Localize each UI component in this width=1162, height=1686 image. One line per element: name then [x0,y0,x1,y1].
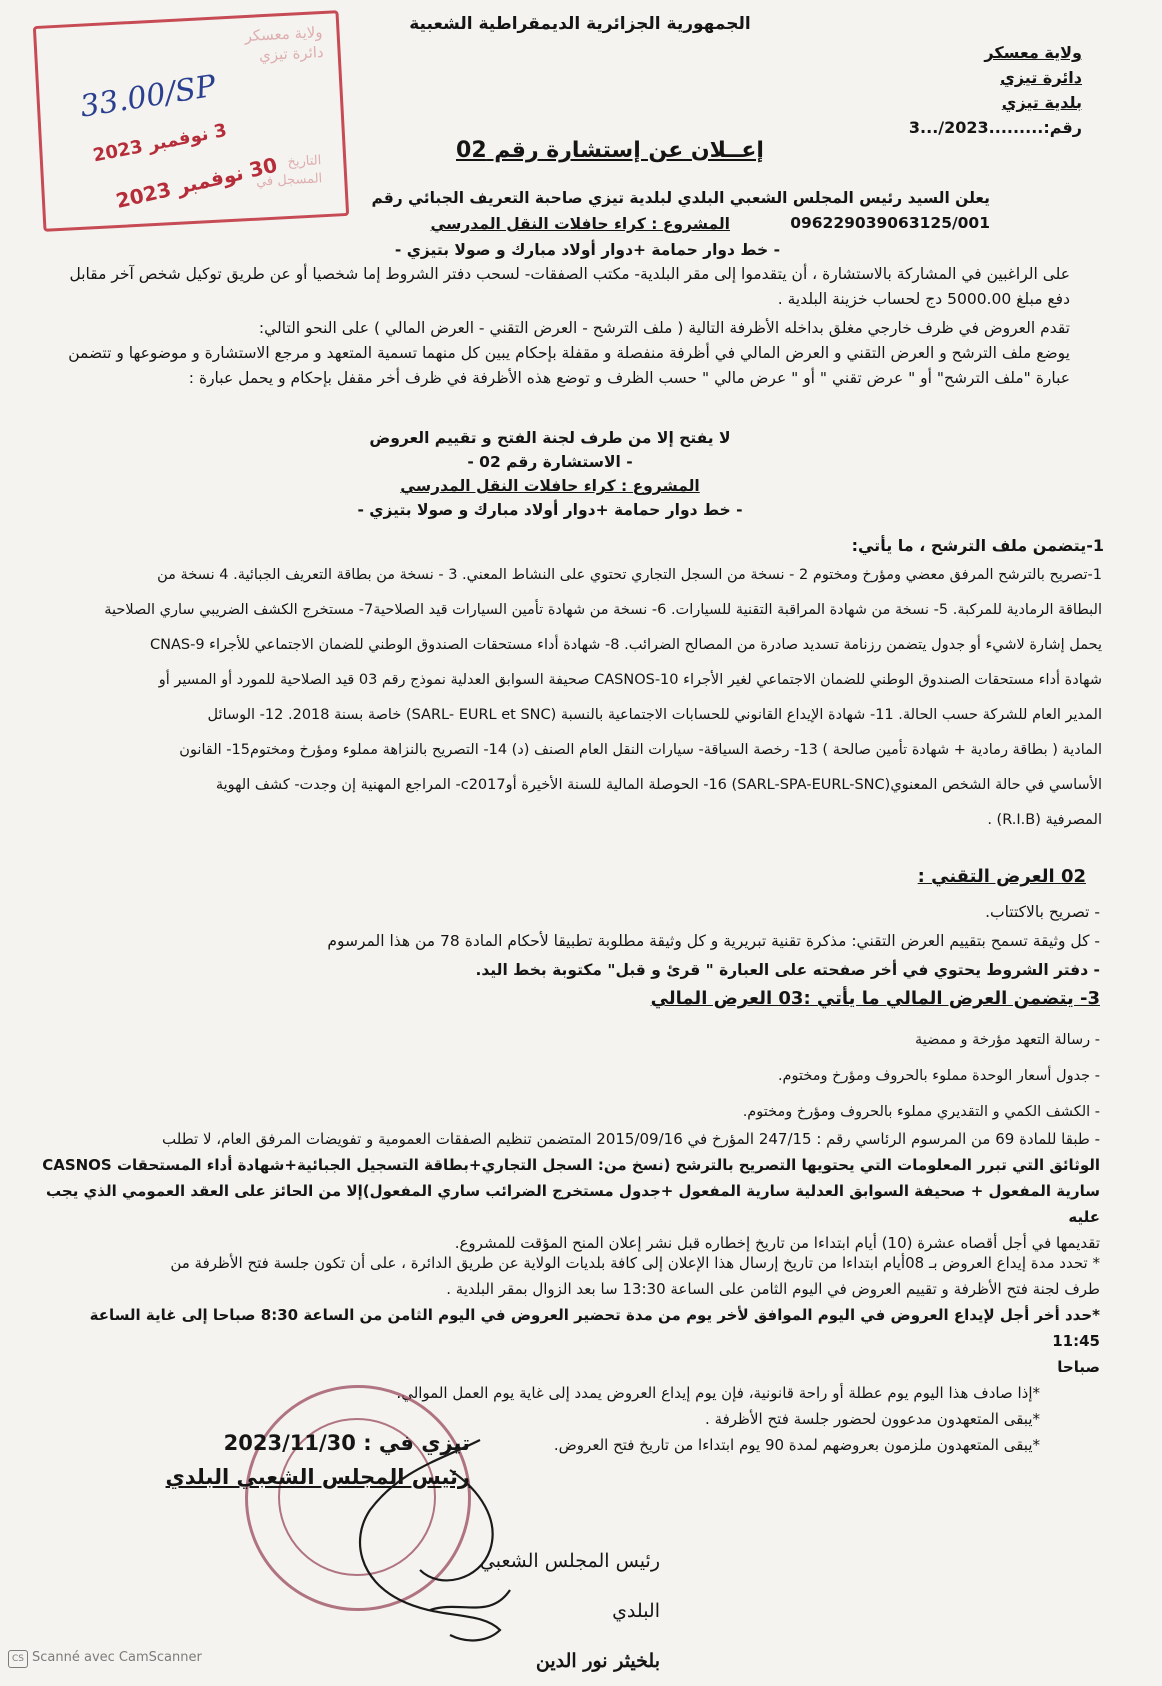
paragraph-envelopes: تقدم العروض في ظرف خارجي مغلق بداخله الأظرفة التالية ( ملف الترشح - العرض التقني - العرض المالي ) على النحو التالي: [258,319,1070,337]
stamp-handwritten-number: 33.00/SP [77,68,219,125]
section1-line: شهادة أداء مستحقات الصندوق الوطني للضمان الاجتماعي لغير الأجراء CASNOS-10 صحيفة السوابق العدلية نموذج رقم 03 قيد الصلاحية للمورد أو المسير أو [158,672,1102,688]
section3-item: - الكشف الكمي و التقديري مملوء بالحروف ومؤرخ ومختوم. [742,1104,1100,1120]
section3-item: - رسالة التعهد مؤرخة و ممضية [914,1032,1100,1048]
stamp-date-1: 3 نوفمبر 2023 [91,119,229,167]
legal-paragraph [38,1126,1100,1256]
admin-block [852,40,1082,140]
seal-name: بلخيثر نور الدين [535,1650,660,1672]
signature-place-date: تيزي في : 2023/11/30 [223,1431,470,1455]
reference-number: رقم:.........2023/...3 [908,118,1082,137]
section1-line: المادية ( بطاقة رمادية + شهادة تأمين صالحة ) 13- رخصة السياقة- سيارات النقل العام الصنف (د) 14- التصريح بالنزاهة مملوء ومؤرخ ومختوم15- القانون [179,742,1102,758]
envelope-line-2: - الاستشارة رقم 02 - [467,453,633,471]
envelope-line-1: لا يفتح إلا من طرف لجنة الفتح و تقييم العروض [369,429,731,447]
paragraph-envelope-rules: يوضع ملف الترشح و العرض التقني و العرض المالي في أظرفة منفصلة و مقفلة بإحكام يبين كل منهما تسمية المتعهد و مرجع الاستشارة و موضوعها و تتضمن عبارة "ملف الترشح" أو " عرض تقني " أو " عرض مالي " حسب الظرف و توضع هذه الأظرفة في ظرف أخر مقفل بإحكام و يحمل عبارة : [68,344,1070,387]
intro-line: - خط دوار حمامة +دوار أولاد مبارك و صولا بتيزي - [394,241,780,259]
wilaya-label: ولاية معسكر [984,43,1082,62]
announcer-line: يعلن السيد رئيس المجلس الشعبي البلدي لبلدية تيزي صاحبة التعريف الجبائي رقم 096229039063125/001 [371,189,990,232]
section2-item: - دفتر الشروط يحتوي في أخر صفحته على العبارة " قرئ و قبل" مكتوبة بخط اليد. [475,961,1100,979]
stamp-faded-lines: ولاية معسكر دائرة تيزي [244,23,325,65]
stamp-faded-lines-2: التاريخ المسجل في [255,153,323,190]
deadline-line: *يبقى المتعهدون مدعوون لحضور جلسة فتح الأظرفة . [705,1410,1040,1428]
intro-project: المشروع : كراء حافلات النقل المدرسي [430,215,730,233]
section1-line: المصرفية (R.I.B) . [987,812,1102,828]
legal-line: تقديمها في أجل أقصاه عشرة (10) أيام ابتداءا من تاريخ إخطاره قبل نشر إعلان المنح المؤقت للمشروع. [454,1234,1100,1252]
legal-line: - طبقا للمادة 69 من المرسوم الرئاسي رقم : 247/15 المؤرخ في 2015/09/16 المتضمن تنظيم الصفقات العمومية و تفويضات المرفق العام، لا تطلب [162,1130,1100,1148]
legal-line: سارية المفعول + صحيفة السوابق العدلية سارية المفعول +جدول مستخرج الضرائب ساري المفعول)إلا من الحائز على العقد العمومي الذي يجب عليه [46,1182,1100,1226]
section2-item: - كل وثيقة تسمح بتقييم العرض التقني: مذكرة تقنية تبريرية و كل وثيقة مطلوبة تطبيقا لأحكام المادة 78 من هذا المرسوم [327,932,1100,950]
deadline-line: *يبقى المتعهدون ملزمون بعروضهم لمدة 90 يوم ابتداءا من تاريخ فتح العروض. [553,1436,1040,1454]
envelope-line-3: المشروع : كراء حافلات النقل المدرسي [400,477,700,495]
envelope-line-4: - خط دوار حمامة +دوار أولاد مبارك و صولا بتيزي - [357,501,743,519]
commune-label: بلدية تيزي [1001,93,1082,112]
section1-list [40,558,1102,838]
deadline-line: صباحا [1057,1358,1100,1376]
section2-list [140,898,1100,985]
deadline-line: *إذا صادف هذا اليوم يوم عطلة أو راحة قانونية، فإن يوم إيداع العروض يمدد إلى غاية يوم العمل الموالي. [396,1384,1040,1402]
deadline-line: *حدد أخر أجل لإيداع العروض في اليوم الموافق لأخر يوم من مدة تحضير العروض في اليوم الثامن من الساعة 8:30 صباحا إلى غاية الساعة 11:45 [89,1306,1100,1350]
section2-item: - تصريح بالاكتتاب. [985,903,1100,921]
camscanner-footer [8,1650,202,1668]
announcement-title: إعــلان عن إستشارة رقم 02 [456,138,764,163]
legal-line: الوثائق التي تبرر المعلومات التي يحتويها التصريح بالترشح (نسخ من: السجل التجاري+بطاقة التسجيل الجبائية+شهادة أداء المستحقات CASNOS [42,1156,1100,1174]
section1-line: المدير العام للشركة حسب الحالة. 11- شهادة الإيداع القانوني للحسابات الاجتماعية بالنسبة (SARL- EURL et SNC) خاصة بسنة 2018. 12- الوسائل [207,707,1102,723]
signature-title: رئيس المجلس الشعبي البلدي [165,1465,470,1489]
section1-line: 1-تصريح بالترشح المرفق معضي ومؤرخ ومختوم 2 - نسخة من السجل التجاري تحتوي على النشاط المعني. 3 - نسخة من بطاقة التعريف الجبائية. 4 نسخة من [157,567,1102,583]
envelope-inscription [300,426,800,522]
section1-line: الأساسي في حالة الشخص المعنوي(SARL-SPA-EURL-SNC) 16- الحوصلة المالية للسنة الأخيرة أوc2017- المراجع المهنية إن وجدت- كشف الهوية [215,777,1102,793]
camscanner-label: Scanné avec CamScanner [32,1650,202,1665]
section3-list [300,1022,1100,1130]
section2-heading: 02 العرض التقني : [917,866,1086,887]
deadline-line: * تحدد مدة إيداع العروض بـ 08أيام ابتداءا من تاريخ إرسال هذا الإعلان إلى كافة بلديات الولاية عن طريق الدائرة ، على أن تكون جلسة فتح الأظرفة من [170,1254,1100,1272]
camscanner-logo-icon: CS [8,1650,28,1668]
stamp-date-2: 30 نوفمبر 2023 [113,152,280,214]
section1-line: يحمل إشارة لاشيء أو جدول يتضمن رزنامة تسديد صادرة من المصالح الضرائب. 8- شهادة أداء مستحقات الصندوق الوطني للضمان الاجتماعي للأجراء CNAS-9 [150,637,1102,653]
handwritten-signature [330,1430,570,1660]
section3-heading: 3- يتضمن العرض المالي ما يأتي :03 العرض المالي [650,988,1100,1009]
deadline-line: طرف لجنة فتح الأظرفة و تقييم العروض في اليوم الثامن على الساعة 13:30 سا بعد الزوال بمقر البلدية . [446,1280,1100,1298]
section1-line: البطاقة الرمادية للمركبة. 5- نسخة من شهادة المراقبة التقنية للسيارات. 6- نسخة من شهادة تأمين السيارات قيد الصلاحية7- مستخرج الكشف الضريبي ساري الصلاحية [104,602,1102,618]
section1-heading: 1-يتضمن ملف الترشح ، ما يأتي: [851,536,1104,555]
daira-label: دائرة تيزي [1000,68,1082,87]
republic-heading: الجمهورية الجزائرية الديمقراطية الشعبية [409,14,751,34]
section3-item: - جدول أسعار الوحدة مملوء بالحروف ومؤرخ ومختوم. [777,1068,1100,1084]
paragraph-withdraw: على الراغبين في المشاركة بالاستشارة ، أن يتقدموا إلى مقر البلدية- مكتب الصفقات- لسحب دفتر الشروط إما شخصيا أو عن طريق توكيل شخص آخر مقابل دفع مبلغ 5000.00 دج لحساب خزينة البلدية . [69,265,1070,308]
seal-title: رئيس المجلس الشعبي البلدي [479,1550,660,1622]
